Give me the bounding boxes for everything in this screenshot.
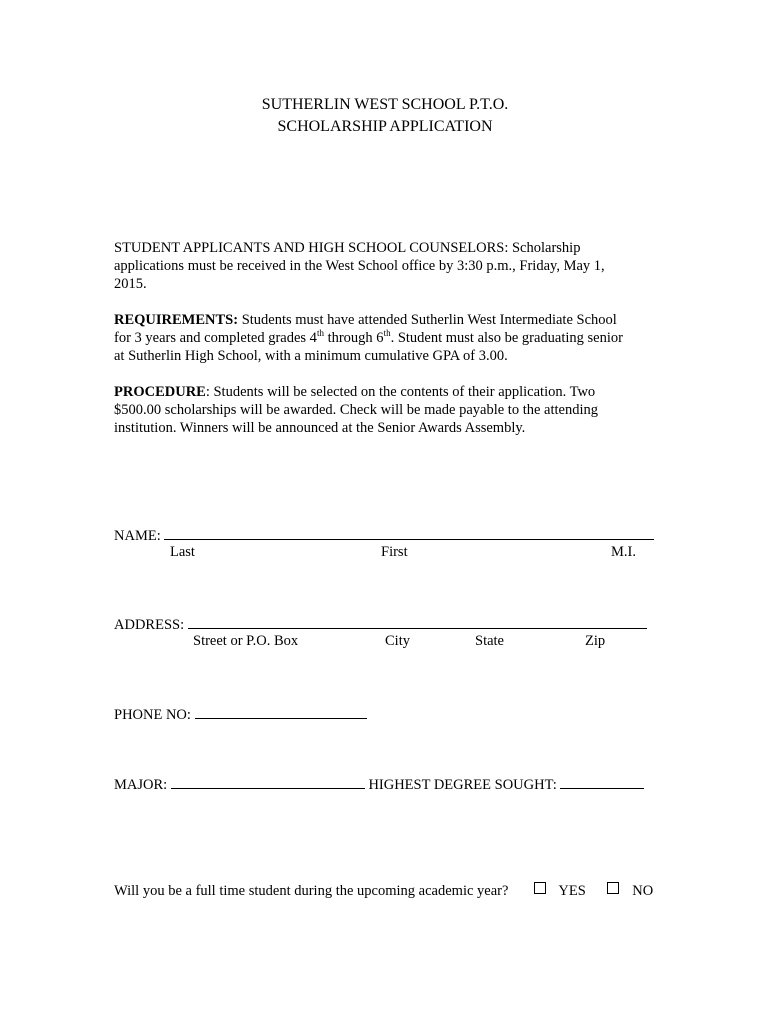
name-sub-mi: M.I. [611, 544, 636, 560]
name-input[interactable] [164, 525, 654, 540]
phone-row [114, 704, 367, 724]
no-checkbox[interactable] [607, 882, 619, 894]
yes-label: YES [558, 883, 586, 899]
major-label: MAJOR: [114, 777, 168, 793]
form-subtitle: SCHOLARSHIP APPLICATION [277, 118, 493, 135]
fulltime-row [114, 882, 653, 900]
address-input[interactable] [188, 614, 647, 629]
phone-input[interactable] [195, 704, 367, 719]
no-label: NO [632, 883, 654, 899]
address-sub-state: State [475, 633, 504, 649]
address-sub-zip: Zip [585, 633, 606, 649]
name-row [114, 525, 654, 545]
phone-label: PHONE NO: [114, 707, 191, 723]
major-row [114, 774, 644, 794]
procedure-paragraph: PROCEDURE: Students will be selected on the contents of their application. Two $500.00 scholarships will be awarded. Check will be made payable to the attending institution. Winners will be announced at the Senior Awards Assembly. [114, 384, 599, 436]
fulltime-question: Will you be a full time student during the upcoming academic year? [114, 883, 509, 899]
intro-line: applications must be received in the West School office by 3:30 p.m., Friday, May 1, [114, 258, 605, 274]
intro-line: 2015. [114, 276, 147, 292]
degree-label: HIGHEST DEGREE SOUGHT: [368, 777, 557, 793]
requirements-paragraph: REQUIREMENTS: Students must have attended Sutherlin West Intermediate School for 3 years and completed grades 4th through 6th. Student must also be graduating senior at Sutherlin High School, with a minimum cumulative GPA of 3.00. [114, 312, 623, 364]
major-input[interactable] [171, 774, 365, 789]
requirements-label: REQUIREMENTS: [114, 312, 239, 328]
address-sub-city: City [385, 633, 410, 649]
intro-paragraph [114, 239, 659, 293]
name-sub-first: First [381, 544, 408, 560]
yes-checkbox[interactable] [534, 882, 546, 894]
address-sub-street: Street or P.O. Box [193, 633, 299, 649]
degree-input[interactable] [560, 774, 644, 789]
name-label: NAME: [114, 528, 161, 544]
intro-line: STUDENT APPLICANTS AND HIGH SCHOOL COUNSELORS: Scholarship [114, 240, 581, 256]
address-row [114, 614, 647, 634]
form-title: SUTHERLIN WEST SCHOOL P.T.O. [261, 96, 509, 113]
address-label: ADDRESS: [114, 617, 185, 633]
procedure-label: PROCEDURE [114, 384, 206, 400]
name-sub-last: Last [170, 544, 195, 560]
